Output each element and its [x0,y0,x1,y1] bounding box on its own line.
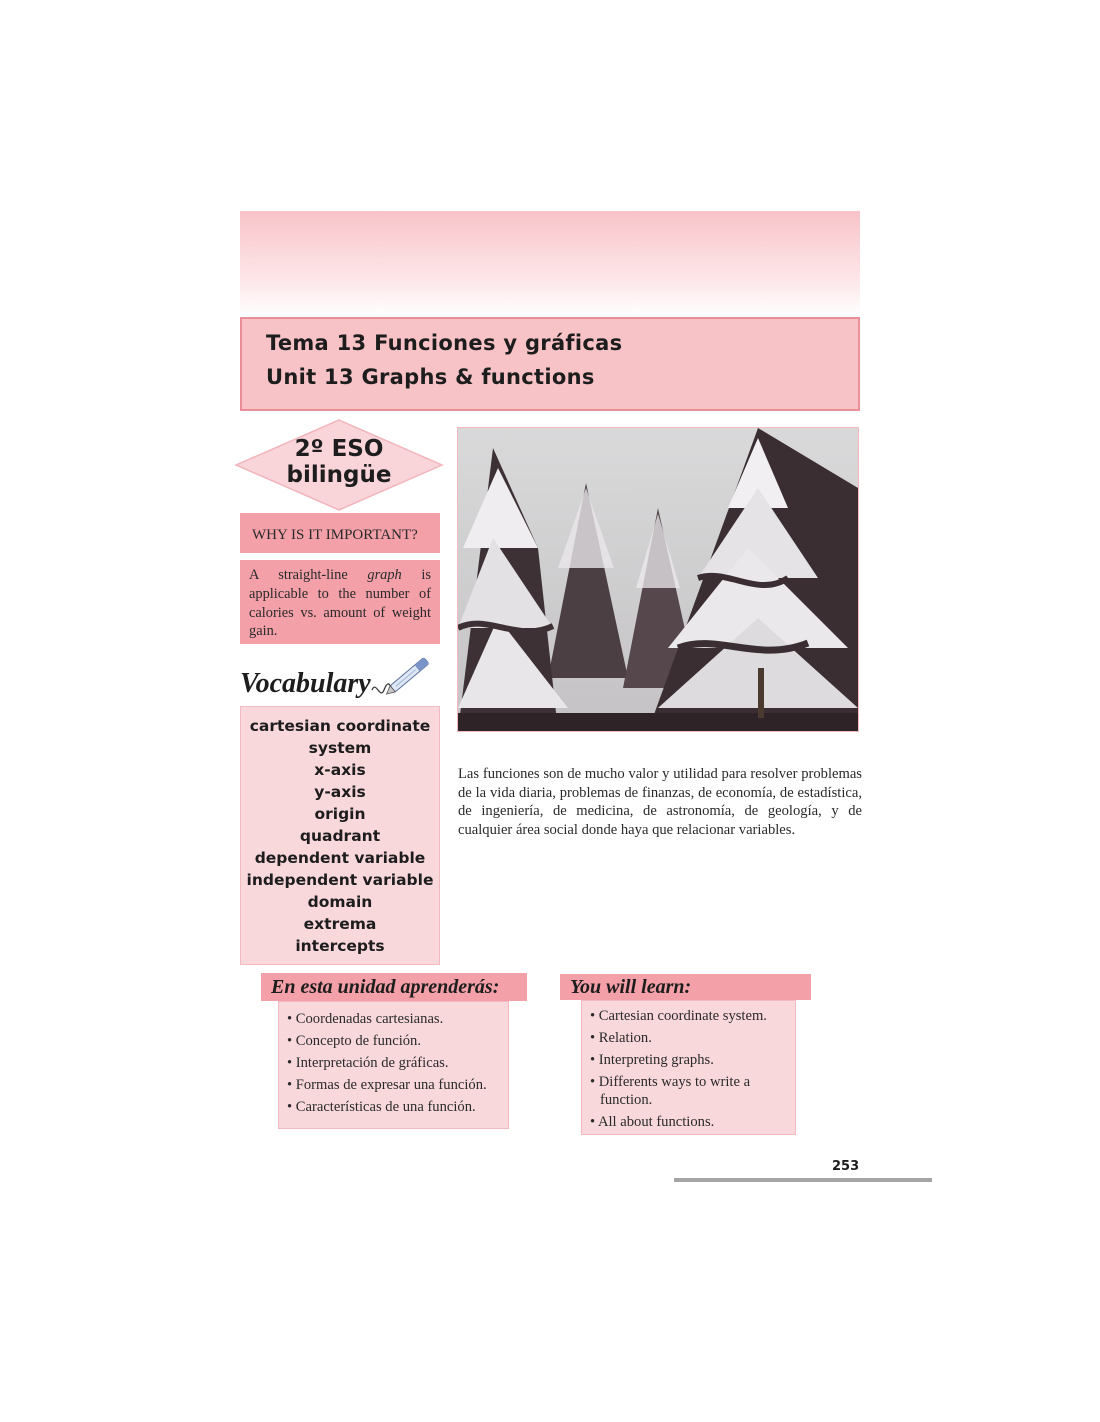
vocabulary-item: x-axis [314,761,366,779]
learn-spanish-list [278,1001,509,1129]
vocabulary-item: dependent variable [254,849,426,867]
learn-english-list [581,1000,796,1135]
unit-title-box [240,317,860,411]
vocabulary-item: cartesian coordinate [249,717,431,735]
list-item: • Interpreting graphs. [590,1052,714,1068]
intro-paragraph: Las funciones son de mucho valor y utilidad para resolver problemas de la vida diaria, problemas de finanzas, de economía, de estadística, de ingeniería, de medicina, de astronomía, de geología, y de cualquier área social donde haya que relacionar variables. [458,766,862,839]
vocabulary-item: quadrant [299,827,381,845]
why-text-emphasis: graph [367,567,402,583]
why-text-part-2: is applicable to the number of calories vs. amount of weight gain. [249,567,431,640]
vocabulary-item: intercepts [295,937,385,955]
list-item: • Cartesian coordinate system. [590,1008,767,1024]
page-number: 253 [832,1159,860,1174]
list-item: • Características de una función. [287,1099,476,1115]
list-item: • Coordenadas cartesianas. [287,1011,444,1027]
snowy-trees-photo [457,427,859,732]
header-gradient-band [240,211,860,316]
vocabulary-item: independent variable [246,871,434,889]
list-item: • All about functions. [590,1114,715,1130]
why-important-text [240,560,440,644]
list-item: • Formas de expresar una función. [287,1077,487,1093]
unit-title-english: Unit 13 Graphs & functions [266,365,595,389]
unit-title-spanish: Tema 13 Funciones y gráficas [266,331,623,355]
list-item: • Interpretación de gráficas. [287,1055,449,1071]
list-item: • Relation. [590,1030,652,1046]
why-text-part-1: A straight-line [249,567,368,583]
course-badge-text [234,436,444,488]
vocabulary-item: origin [314,805,366,823]
snowy-trees-illustration [458,428,858,731]
vocabulary-item: extrema [303,915,377,933]
pen-icon [368,650,434,702]
learn-spanish-heading: En esta unidad aprenderás: [261,973,527,1001]
vocabulary-list [240,706,440,965]
why-important-heading: WHY IS IT IMPORTANT? [240,513,440,553]
vocabulary-item: system [308,739,372,757]
vocabulary-item: y-axis [314,783,366,801]
vocabulary-title: Vocabulary [240,668,371,699]
page-footer-rule [674,1178,932,1182]
vocabulary-item: domain [307,893,373,911]
course-badge-level: 2º ESO [294,436,384,462]
learn-english-heading: You will learn: [560,974,811,1000]
course-badge-bilingual: bilingüe [286,462,392,488]
list-item: • Differents ways to write a function. [590,1074,751,1108]
list-item: • Concepto de función. [287,1033,421,1049]
